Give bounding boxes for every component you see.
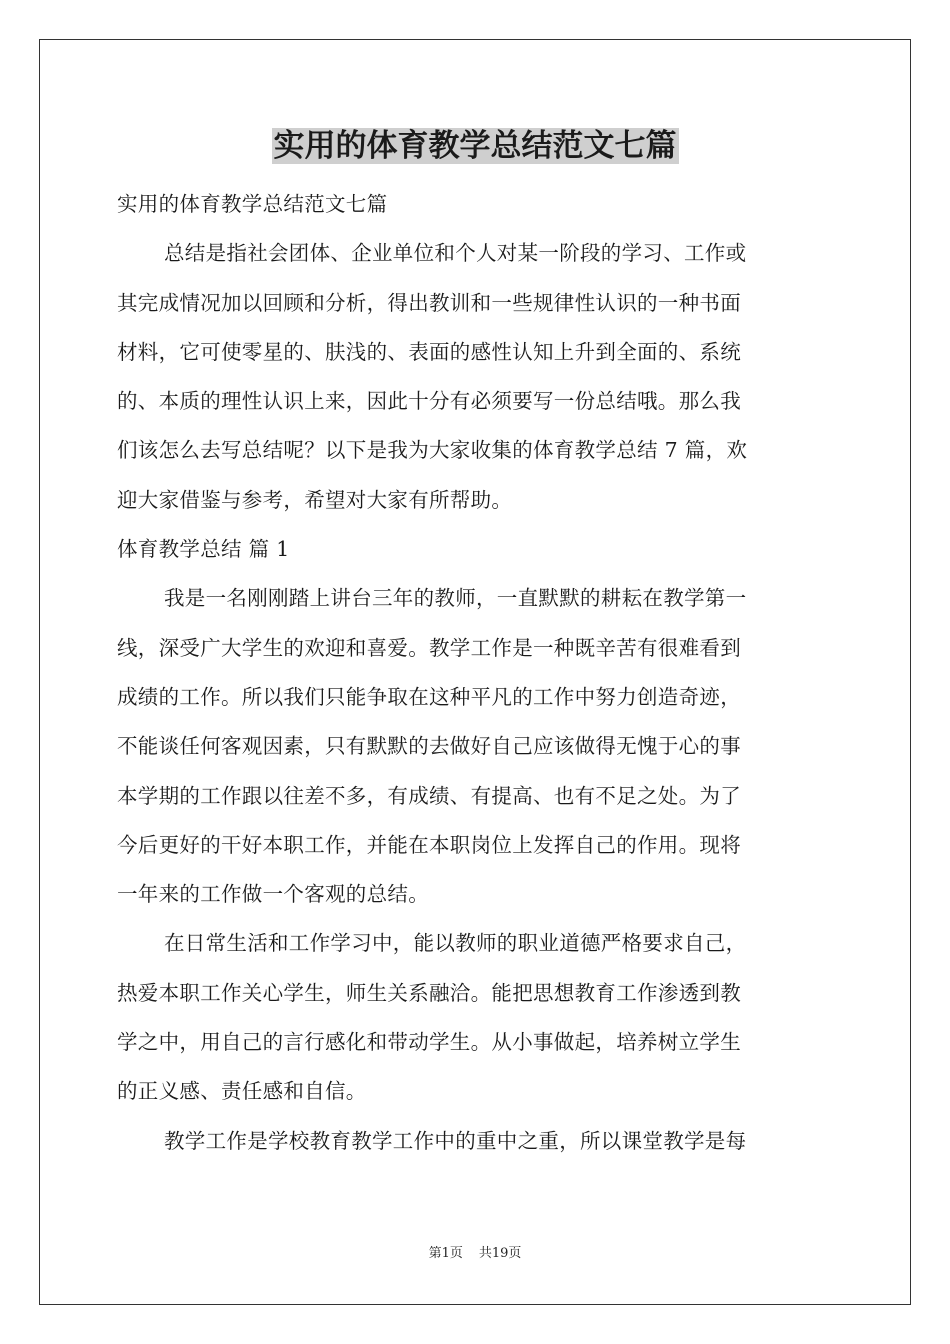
body-line: 今后更好的干好本职工作，并能在本职岗位上发挥自己的作用。现将 [117, 832, 741, 857]
body-line: 一年来的工作做一个客观的总结。 [117, 882, 429, 907]
body-line: 不能谈任何客观因素，只有默默的去做好自己应该做得无愧于心的事 [117, 734, 741, 759]
body-line: 学之中，用自己的言行感化和带动学生。从小事做起，培养树立学生 [117, 1030, 741, 1055]
page-total: 共19页 [478, 1246, 522, 1261]
body-line: 们该怎么去写总结呢？以下是我为大家收集的体育教学总结 7 篇，欢 [117, 438, 748, 463]
body-line: 我是一名刚刚踏上讲台三年的教师，一直默默的耕耘在教学第一 [164, 586, 747, 611]
document-body [117, 180, 833, 1166]
document-title [0, 120, 950, 172]
body-line: 总结是指社会团体、企业单位和个人对某一阶段的学习、工作或 [164, 241, 747, 266]
body-line: 热爱本职工作关心学生，师生关系融洽。能把思想教育工作渗透到教 [117, 980, 741, 1005]
body-line: 在日常生活和工作学习中，能以教师的职业道德严格要求自己， [164, 931, 747, 956]
body-line: 的、本质的理性认识上来，因此十分有必须要写一份总结哦。那么我 [117, 389, 741, 414]
body-line: 的正义感、责任感和自信。 [117, 1079, 367, 1104]
page-number: 第1页 [428, 1246, 463, 1261]
document-title-text: 实用的体育教学总结范文七篇 [273, 128, 677, 164]
body-line: 本学期的工作跟以往差不多，有成绩、有提高、也有不足之处。为了 [117, 783, 741, 808]
body-line: 线，深受广大学生的欢迎和喜爱。教学工作是一种既辛苦有很难看到 [117, 635, 741, 660]
page-footer [0, 1244, 950, 1264]
body-line: 材料，它可使零星的、肤浅的、表面的感性认知上升到全面的、系统 [117, 339, 741, 364]
section-heading: 体育教学总结 篇 1 [117, 537, 290, 562]
body-line: 成绩的工作。所以我们只能争取在这种平凡的工作中努力创造奇迹， [117, 684, 741, 709]
body-line: 迎大家借鉴与参考，希望对大家有所帮助。 [117, 487, 513, 512]
body-line: 教学工作是学校教育教学工作中的重中之重，所以课堂教学是每 [164, 1128, 747, 1153]
body-line: 实用的体育教学总结范文七篇 [117, 192, 388, 216]
body-line: 其完成情况加以回顾和分析，得出教训和一些规律性认识的一种书面 [117, 290, 741, 315]
